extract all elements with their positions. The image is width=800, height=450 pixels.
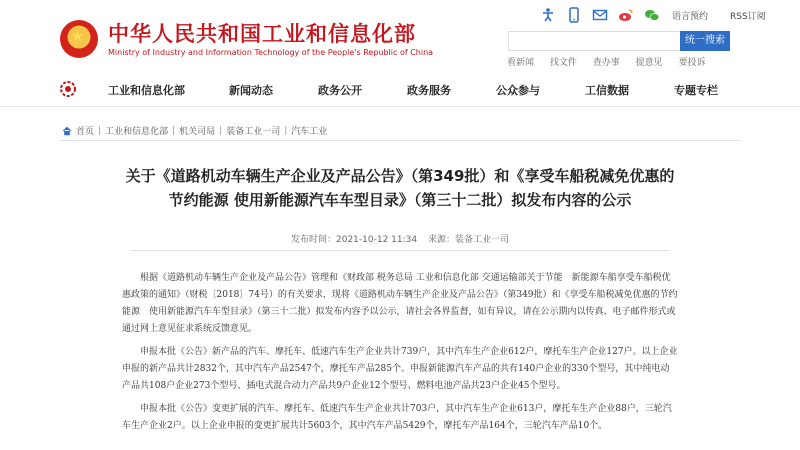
quick-links <box>507 55 719 68</box>
quick-link[interactable]: 找文件 <box>549 58 577 68</box>
breadcrumb-separator: | <box>172 125 176 136</box>
mobile-icon[interactable] <box>566 7 582 23</box>
nav-item-services[interactable]: 政务服务 <box>407 84 451 97</box>
ministry-logo-icon[interactable] <box>60 81 76 97</box>
article-source: 来源：装备工业一司 <box>427 235 509 245</box>
breadcrumb-item[interactable]: 工业和信息化部 <box>105 127 169 137</box>
nav-item-topics[interactable]: 专题专栏 <box>674 84 718 97</box>
article-paragraph: 申报本批《公告》新产品的汽车、摩托车、低速汽车生产企业共计739户，其中汽车生产企业612户，摩托车生产企业127户。以上企业申报的新产品共计2832个，其中汽车产品2547个，摩托车产品285个。申报新能源汽车产品的共有140户企业的330个型号，其中纯电动产品共108户企业273个型号、插电式混合动力产品共9户企业12个型号、燃料电池产品共23户企业45个型号。 <box>122 347 678 391</box>
breadcrumb-separator: | <box>98 125 102 136</box>
breadcrumb <box>62 124 327 137</box>
quick-link[interactable]: 提意见 <box>635 58 663 68</box>
article-paragraph: 根据《道路机动车辆生产企业及产品公告》管理和《财政部 税务总局 工业和信息化部 交通运输部关于节能 新能源车船享受车船税优惠政策的通知》（财税〔2018〕74号）的有关要求，现将《道路机动车辆生产企业及产品公告》（第349批）和《享受车船税减免优惠的节约能源 使用新能源汽车车型目录》（第三十二批）拟发布内容予以公示，请社会各界监督，如有异议，请在公示期内以传真、电子邮件形式或通过网上意见征求系统反馈意见。 <box>122 273 678 334</box>
nav-item-participation[interactable]: 公众参与 <box>496 84 540 97</box>
search-input[interactable] <box>508 31 680 51</box>
divider <box>130 250 670 251</box>
nav-item-home[interactable]: 工业和信息化部 <box>108 84 185 97</box>
quick-link[interactable]: 查办事 <box>592 58 620 68</box>
article-paragraph: 申报本批《公告》变更扩展的汽车、摩托车、低速汽车生产企业共计703户，其中汽车生产企业613户，摩托车生产企业88户，三轮汽车生产企业2户。以上企业申报的变更扩展共计5603个，其中汽车产品5429个，摩托车产品164个，三轮汽车产品10个。 <box>122 404 672 431</box>
breadcrumb-item[interactable]: 机关司局 <box>179 127 216 137</box>
nav-item-data[interactable]: 工信数据 <box>585 84 629 97</box>
divider <box>60 140 740 141</box>
wechat-icon[interactable] <box>644 7 660 23</box>
article-meta <box>0 232 800 245</box>
weibo-icon[interactable] <box>618 7 634 23</box>
accessibility-icon[interactable] <box>540 7 556 23</box>
publish-time: 发布时间：2021-10-12 11:34 <box>291 235 418 245</box>
mail-icon[interactable] <box>592 7 608 23</box>
site-header <box>0 0 800 72</box>
divider <box>0 106 800 107</box>
nav-item-news[interactable]: 新闻动态 <box>229 84 273 97</box>
nav-item-gov-affairs[interactable]: 政务公开 <box>318 84 362 97</box>
main-nav <box>0 78 800 100</box>
breadcrumb-item[interactable]: 首页 <box>76 127 95 137</box>
article-title <box>110 164 690 212</box>
quick-link[interactable]: 要投诉 <box>678 58 706 68</box>
breadcrumb-item[interactable]: 汽车工业 <box>291 127 328 137</box>
rss-link[interactable]: RSS订阅 <box>730 11 766 22</box>
breadcrumb-item[interactable]: 装备工业一司 <box>226 127 281 137</box>
article-body <box>122 270 678 441</box>
site-title[interactable]: 中华人民共和国工业和信息化部 <box>108 21 416 46</box>
home-icon <box>62 126 72 136</box>
site-subtitle: Ministry of Industry and Information Technology of the People's Republic of China <box>108 48 434 57</box>
lang-link[interactable]: 语言预约 <box>672 11 709 22</box>
breadcrumb-separator: | <box>219 125 223 136</box>
national-emblem-icon[interactable]: ★ <box>60 20 98 58</box>
top-toolbar <box>540 6 766 24</box>
breadcrumb-separator: | <box>284 125 288 136</box>
article-title-line: 节约能源 使用新能源汽车车型目录》（第三十二批）拟发布内容的公示 <box>168 191 632 209</box>
article-title-line: 关于《道路机动车辆生产企业及产品公告》（第349批）和《享受车船税减免优惠的 <box>125 167 675 185</box>
search-button[interactable]: 统一搜索 <box>680 31 730 51</box>
quick-link[interactable]: 看新闻 <box>507 58 535 68</box>
